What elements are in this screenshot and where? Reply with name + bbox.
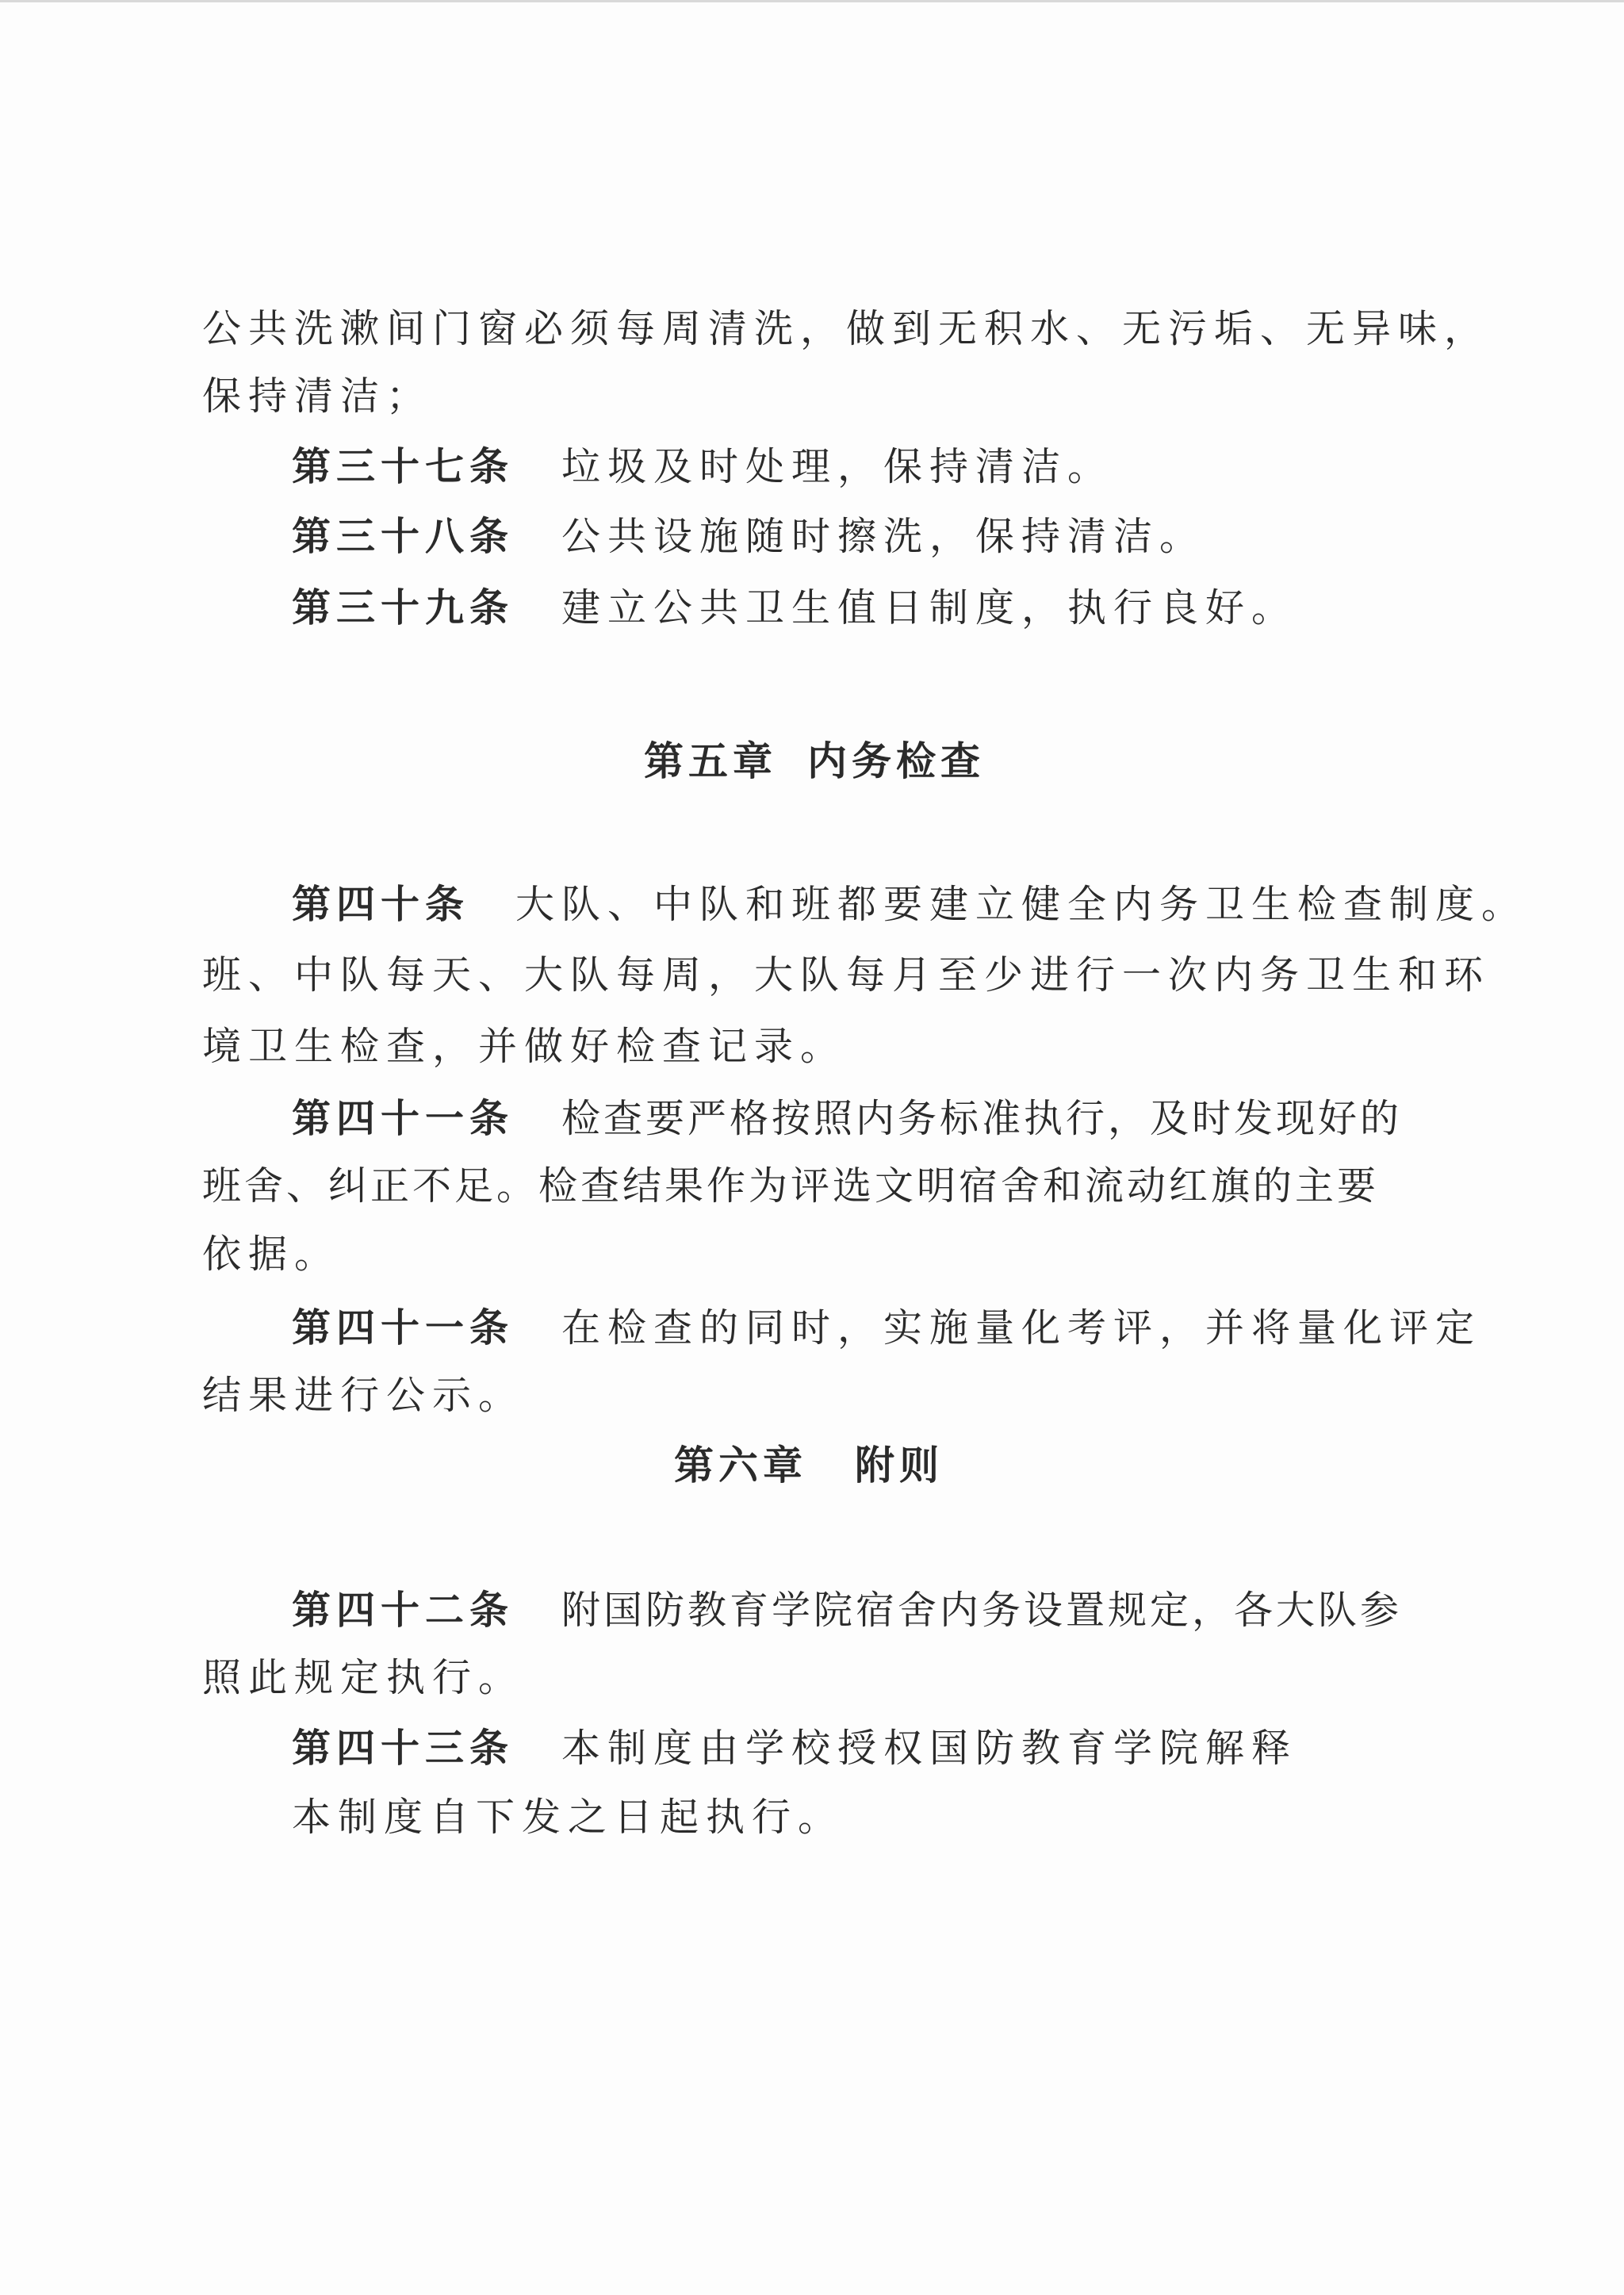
article-41-a (292, 1094, 1402, 1143)
text-line: 保持清洁； (202, 374, 433, 419)
text-line: 结果进行公示。 (202, 1373, 525, 1418)
article-text: 建立公共卫生值日制度，执行良好。 (561, 585, 1298, 630)
article-37 (292, 443, 1113, 491)
chapter-number: 第五章 (644, 738, 777, 784)
chapter-title: 附则 (855, 1442, 944, 1488)
article-number: 第四十二条 (292, 1587, 515, 1633)
page-edge (0, 0, 1624, 2)
chapter-6-heading (674, 1442, 944, 1489)
text-line: 公共洗漱间门窗必须每周清洗，做到无积水、无污垢、无异味， (202, 306, 1491, 351)
article-42 (292, 1586, 1402, 1634)
article-number: 第三十八条 (292, 513, 515, 559)
article-text: 大队、中队和班都要建立健全内务卫生检查制度。 (515, 882, 1528, 927)
article-41-b (292, 1304, 1481, 1352)
article-43 (292, 1724, 1297, 1772)
article-39 (292, 584, 1297, 632)
text-line: 班舍、纠正不足。检查结果作为评选文明宿舍和流动红旗的主要 (202, 1163, 1380, 1209)
article-number: 第四十三条 (292, 1725, 515, 1771)
article-text: 附国防教育学院宿舍内务设置规定，各大队参 (561, 1588, 1403, 1633)
article-number: 第三十七条 (292, 443, 515, 489)
article-text: 本制度由学校授权国防教育学院解释 (561, 1726, 1298, 1771)
text-line: 依据。 (202, 1232, 341, 1277)
closing-line: 本制度自下发之日起执行。 (292, 1795, 845, 1840)
article-text: 公共设施随时擦洗，保持清洁。 (561, 514, 1206, 559)
article-text: 检查要严格按照内务标准执行，及时发现好的 (561, 1096, 1403, 1141)
text-line: 班、中队每天、大队每周，大队每月至少进行一次内务卫生和环 (202, 952, 1491, 998)
chapter-number: 第六章 (674, 1442, 807, 1488)
article-40 (292, 880, 1527, 929)
chapter-5-heading (644, 738, 985, 785)
article-number: 第四十一条 (292, 1095, 515, 1141)
article-38 (292, 512, 1205, 561)
article-number: 第四十一条 (292, 1305, 515, 1351)
text-line: 境卫生检查，并做好检查记录。 (202, 1024, 847, 1069)
article-text: 垃圾及时处理，保持清洁。 (561, 444, 1114, 489)
text-line: 照此规定执行。 (202, 1655, 525, 1700)
article-text: 在检查的同时，实施量化考评，并将量化评定 (561, 1305, 1482, 1351)
article-number: 第三十九条 (292, 584, 515, 630)
article-number: 第四十条 (292, 881, 470, 927)
chapter-title: 内务检查 (807, 738, 985, 784)
